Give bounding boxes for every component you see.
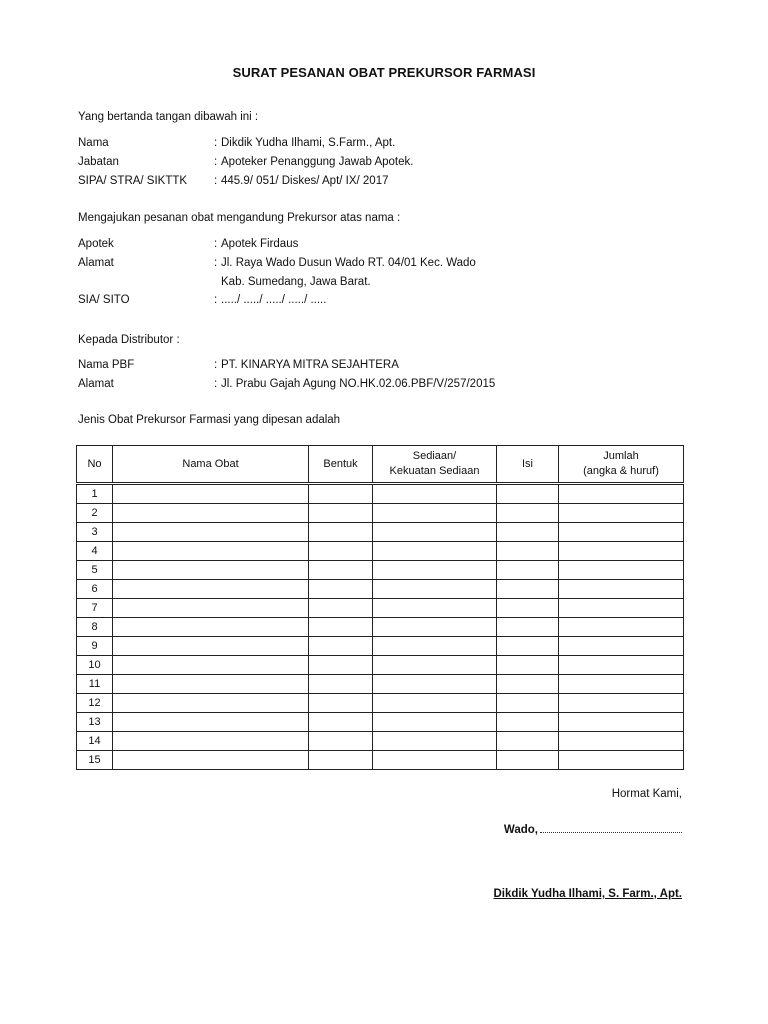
- row-bentuk-cell[interactable]: [309, 561, 373, 580]
- row-no: 15: [77, 751, 113, 770]
- row-nama-obat-cell[interactable]: [113, 561, 309, 580]
- header-nama-obat: Nama Obat: [113, 446, 309, 484]
- row-nama-obat-cell[interactable]: [113, 732, 309, 751]
- row-nama-obat-cell[interactable]: [113, 599, 309, 618]
- colon: :: [214, 238, 218, 250]
- header-jumlah: [559, 446, 684, 484]
- row-no: 8: [77, 618, 113, 637]
- table-row: [77, 484, 684, 504]
- apotek-address-line2: Kab. Sumedang, Jawa Barat.: [221, 276, 371, 288]
- row-no: 14: [77, 732, 113, 751]
- row-sediaan-cell[interactable]: [373, 484, 497, 504]
- row-isi-cell[interactable]: [497, 561, 559, 580]
- row-nama-obat-cell[interactable]: [113, 484, 309, 504]
- row-nama-obat-cell[interactable]: [113, 656, 309, 675]
- signer-license-value: 445.9/ 051/ Diskes/ Apt/ IX/ 2017: [221, 175, 389, 187]
- row-bentuk-cell[interactable]: [309, 637, 373, 656]
- row-no: 4: [77, 542, 113, 561]
- table-intro-text: Jenis Obat Prekursor Farmasi yang dipesan adalah: [78, 414, 341, 426]
- row-no: 12: [77, 694, 113, 713]
- row-isi-cell[interactable]: [497, 637, 559, 656]
- row-sediaan-cell[interactable]: [373, 694, 497, 713]
- colon: :: [214, 257, 218, 269]
- row-sediaan-cell[interactable]: [373, 713, 497, 732]
- row-bentuk-cell[interactable]: [309, 751, 373, 770]
- row-no: 13: [77, 713, 113, 732]
- colon: :: [214, 378, 218, 390]
- date-dotted-line: [540, 822, 682, 833]
- header-sediaan-line1: Sediaan/: [412, 450, 457, 462]
- row-isi-cell[interactable]: [497, 618, 559, 637]
- row-sediaan-cell[interactable]: [373, 542, 497, 561]
- sia-label: SIA/ SITO: [78, 294, 130, 306]
- row-bentuk-cell[interactable]: [309, 599, 373, 618]
- row-no: 5: [77, 561, 113, 580]
- table-row: [77, 561, 684, 580]
- row-nama-obat-cell[interactable]: [113, 637, 309, 656]
- row-nama-obat-cell[interactable]: [113, 751, 309, 770]
- row-nama-obat-cell[interactable]: [113, 713, 309, 732]
- header-sediaan: [373, 446, 497, 484]
- table-row: [77, 713, 684, 732]
- row-jumlah-cell[interactable]: [559, 523, 684, 542]
- apotek-address-label: Alamat: [78, 257, 114, 269]
- sia-value: ...../ ...../ ...../ ...../ .....: [221, 294, 327, 306]
- row-bentuk-cell[interactable]: [309, 484, 373, 504]
- row-isi-cell[interactable]: [497, 504, 559, 523]
- row-jumlah-cell[interactable]: [559, 751, 684, 770]
- row-sediaan-cell[interactable]: [373, 523, 497, 542]
- row-isi-cell[interactable]: [497, 542, 559, 561]
- signer-signature-name: Dikdik Yudha Ilhami, S. Farm., Apt.: [493, 888, 682, 900]
- place-label: Wado,: [503, 824, 538, 836]
- row-jumlah-cell[interactable]: [559, 504, 684, 523]
- row-bentuk-cell[interactable]: [309, 656, 373, 675]
- header-jumlah-line1: Jumlah: [603, 450, 639, 462]
- table-body: [77, 484, 684, 770]
- table-row: [77, 618, 684, 637]
- row-nama-obat-cell[interactable]: [113, 542, 309, 561]
- apotek-address-line1: Jl. Raya Wado Dusun Wado RT. 04/01 Kec. Wado: [221, 257, 476, 269]
- row-isi-cell[interactable]: [497, 713, 559, 732]
- row-jumlah-cell[interactable]: [559, 675, 684, 694]
- table-row: [77, 656, 684, 675]
- row-sediaan-cell[interactable]: [373, 732, 497, 751]
- row-no: 7: [77, 599, 113, 618]
- row-no: 2: [77, 504, 113, 523]
- colon: :: [214, 294, 218, 306]
- table-row: [77, 523, 684, 542]
- pbf-name-label: Nama PBF: [78, 359, 135, 371]
- row-isi-cell[interactable]: [497, 599, 559, 618]
- row-jumlah-cell[interactable]: [559, 694, 684, 713]
- header-sediaan-line2: Kekuatan Sediaan: [389, 465, 480, 477]
- place-date-line: [504, 822, 682, 836]
- request-intro-text: Mengajukan pesanan obat mengandung Prekursor atas nama :: [78, 212, 401, 224]
- distributor-intro-text: Kepada Distributor :: [78, 334, 180, 346]
- row-isi-cell[interactable]: [497, 732, 559, 751]
- row-isi-cell[interactable]: [497, 675, 559, 694]
- row-bentuk-cell[interactable]: [309, 618, 373, 637]
- table-row: [77, 637, 684, 656]
- signer-position-value: Apoteker Penanggung Jawab Apotek.: [221, 156, 414, 168]
- header-no: No: [77, 446, 113, 484]
- row-isi-cell[interactable]: [497, 656, 559, 675]
- row-jumlah-cell[interactable]: [559, 599, 684, 618]
- signer-name-value: Dikdik Yudha Ilhami, S.Farm., Apt.: [221, 137, 396, 149]
- row-no: 1: [77, 484, 113, 504]
- row-nama-obat-cell[interactable]: [113, 504, 309, 523]
- pbf-address-label: Alamat: [78, 378, 114, 390]
- row-isi-cell[interactable]: [497, 751, 559, 770]
- row-jumlah-cell[interactable]: [559, 561, 684, 580]
- row-bentuk-cell[interactable]: [309, 713, 373, 732]
- row-jumlah-cell[interactable]: [559, 542, 684, 561]
- row-nama-obat-cell[interactable]: [113, 675, 309, 694]
- signer-position-label: Jabatan: [78, 156, 119, 168]
- row-jumlah-cell[interactable]: [559, 580, 684, 599]
- row-no: 9: [77, 637, 113, 656]
- table-header-row: [77, 446, 684, 484]
- row-sediaan-cell[interactable]: [373, 599, 497, 618]
- header-jumlah-line2: (angka & huruf): [583, 465, 659, 477]
- signer-license-label: SIPA/ STRA/ SIKTTK: [78, 175, 188, 187]
- intro-text: Yang bertanda tangan dibawah ini :: [78, 111, 259, 123]
- table-row: [77, 580, 684, 599]
- row-sediaan-cell[interactable]: [373, 675, 497, 694]
- document-title: SURAT PESANAN OBAT PREKURSOR FARMASI: [232, 65, 536, 80]
- row-sediaan-cell[interactable]: [373, 656, 497, 675]
- row-sediaan-cell[interactable]: [373, 751, 497, 770]
- row-bentuk-cell[interactable]: [309, 694, 373, 713]
- row-isi-cell[interactable]: [497, 523, 559, 542]
- row-jumlah-cell[interactable]: [559, 713, 684, 732]
- table-row: [77, 694, 684, 713]
- closing-greeting: Hormat Kami,: [611, 788, 682, 800]
- row-nama-obat-cell[interactable]: [113, 580, 309, 599]
- table-row: [77, 599, 684, 618]
- apotek-label: Apotek: [78, 238, 114, 250]
- header-isi: Isi: [497, 446, 559, 484]
- signer-name-label: Nama: [78, 137, 109, 149]
- table-row: [77, 675, 684, 694]
- row-jumlah-cell[interactable]: [559, 484, 684, 504]
- row-jumlah-cell[interactable]: [559, 732, 684, 751]
- row-sediaan-cell[interactable]: [373, 504, 497, 523]
- row-bentuk-cell[interactable]: [309, 580, 373, 599]
- row-isi-cell[interactable]: [497, 694, 559, 713]
- row-nama-obat-cell[interactable]: [113, 523, 309, 542]
- row-sediaan-cell[interactable]: [373, 561, 497, 580]
- row-sediaan-cell[interactable]: [373, 580, 497, 599]
- row-no: 11: [77, 675, 113, 694]
- row-bentuk-cell[interactable]: [309, 542, 373, 561]
- colon: :: [214, 156, 218, 168]
- row-isi-cell[interactable]: [497, 484, 559, 504]
- colon: :: [214, 359, 218, 371]
- pbf-address-value: Jl. Prabu Gajah Agung NO.HK.02.06.PBF/V/257/2015: [221, 378, 496, 390]
- row-nama-obat-cell[interactable]: [113, 618, 309, 637]
- row-isi-cell[interactable]: [497, 580, 559, 599]
- row-no: 10: [77, 656, 113, 675]
- table-row: [77, 751, 684, 770]
- row-sediaan-cell[interactable]: [373, 637, 497, 656]
- colon: :: [214, 175, 218, 187]
- order-table: [76, 445, 684, 770]
- row-bentuk-cell[interactable]: [309, 732, 373, 751]
- pbf-name-value: PT. KINARYA MITRA SEJAHTERA: [221, 359, 399, 371]
- row-no: 3: [77, 523, 113, 542]
- row-bentuk-cell[interactable]: [309, 504, 373, 523]
- row-jumlah-cell[interactable]: [559, 656, 684, 675]
- colon: :: [214, 137, 218, 149]
- table-row: [77, 542, 684, 561]
- row-bentuk-cell[interactable]: [309, 675, 373, 694]
- table-row: [77, 504, 684, 523]
- row-nama-obat-cell[interactable]: [113, 694, 309, 713]
- row-bentuk-cell[interactable]: [309, 523, 373, 542]
- row-jumlah-cell[interactable]: [559, 637, 684, 656]
- row-no: 6: [77, 580, 113, 599]
- apotek-value: Apotek Firdaus: [221, 238, 299, 250]
- table-row: [77, 732, 684, 751]
- row-sediaan-cell[interactable]: [373, 618, 497, 637]
- header-bentuk: Bentuk: [309, 446, 373, 484]
- row-jumlah-cell[interactable]: [559, 618, 684, 637]
